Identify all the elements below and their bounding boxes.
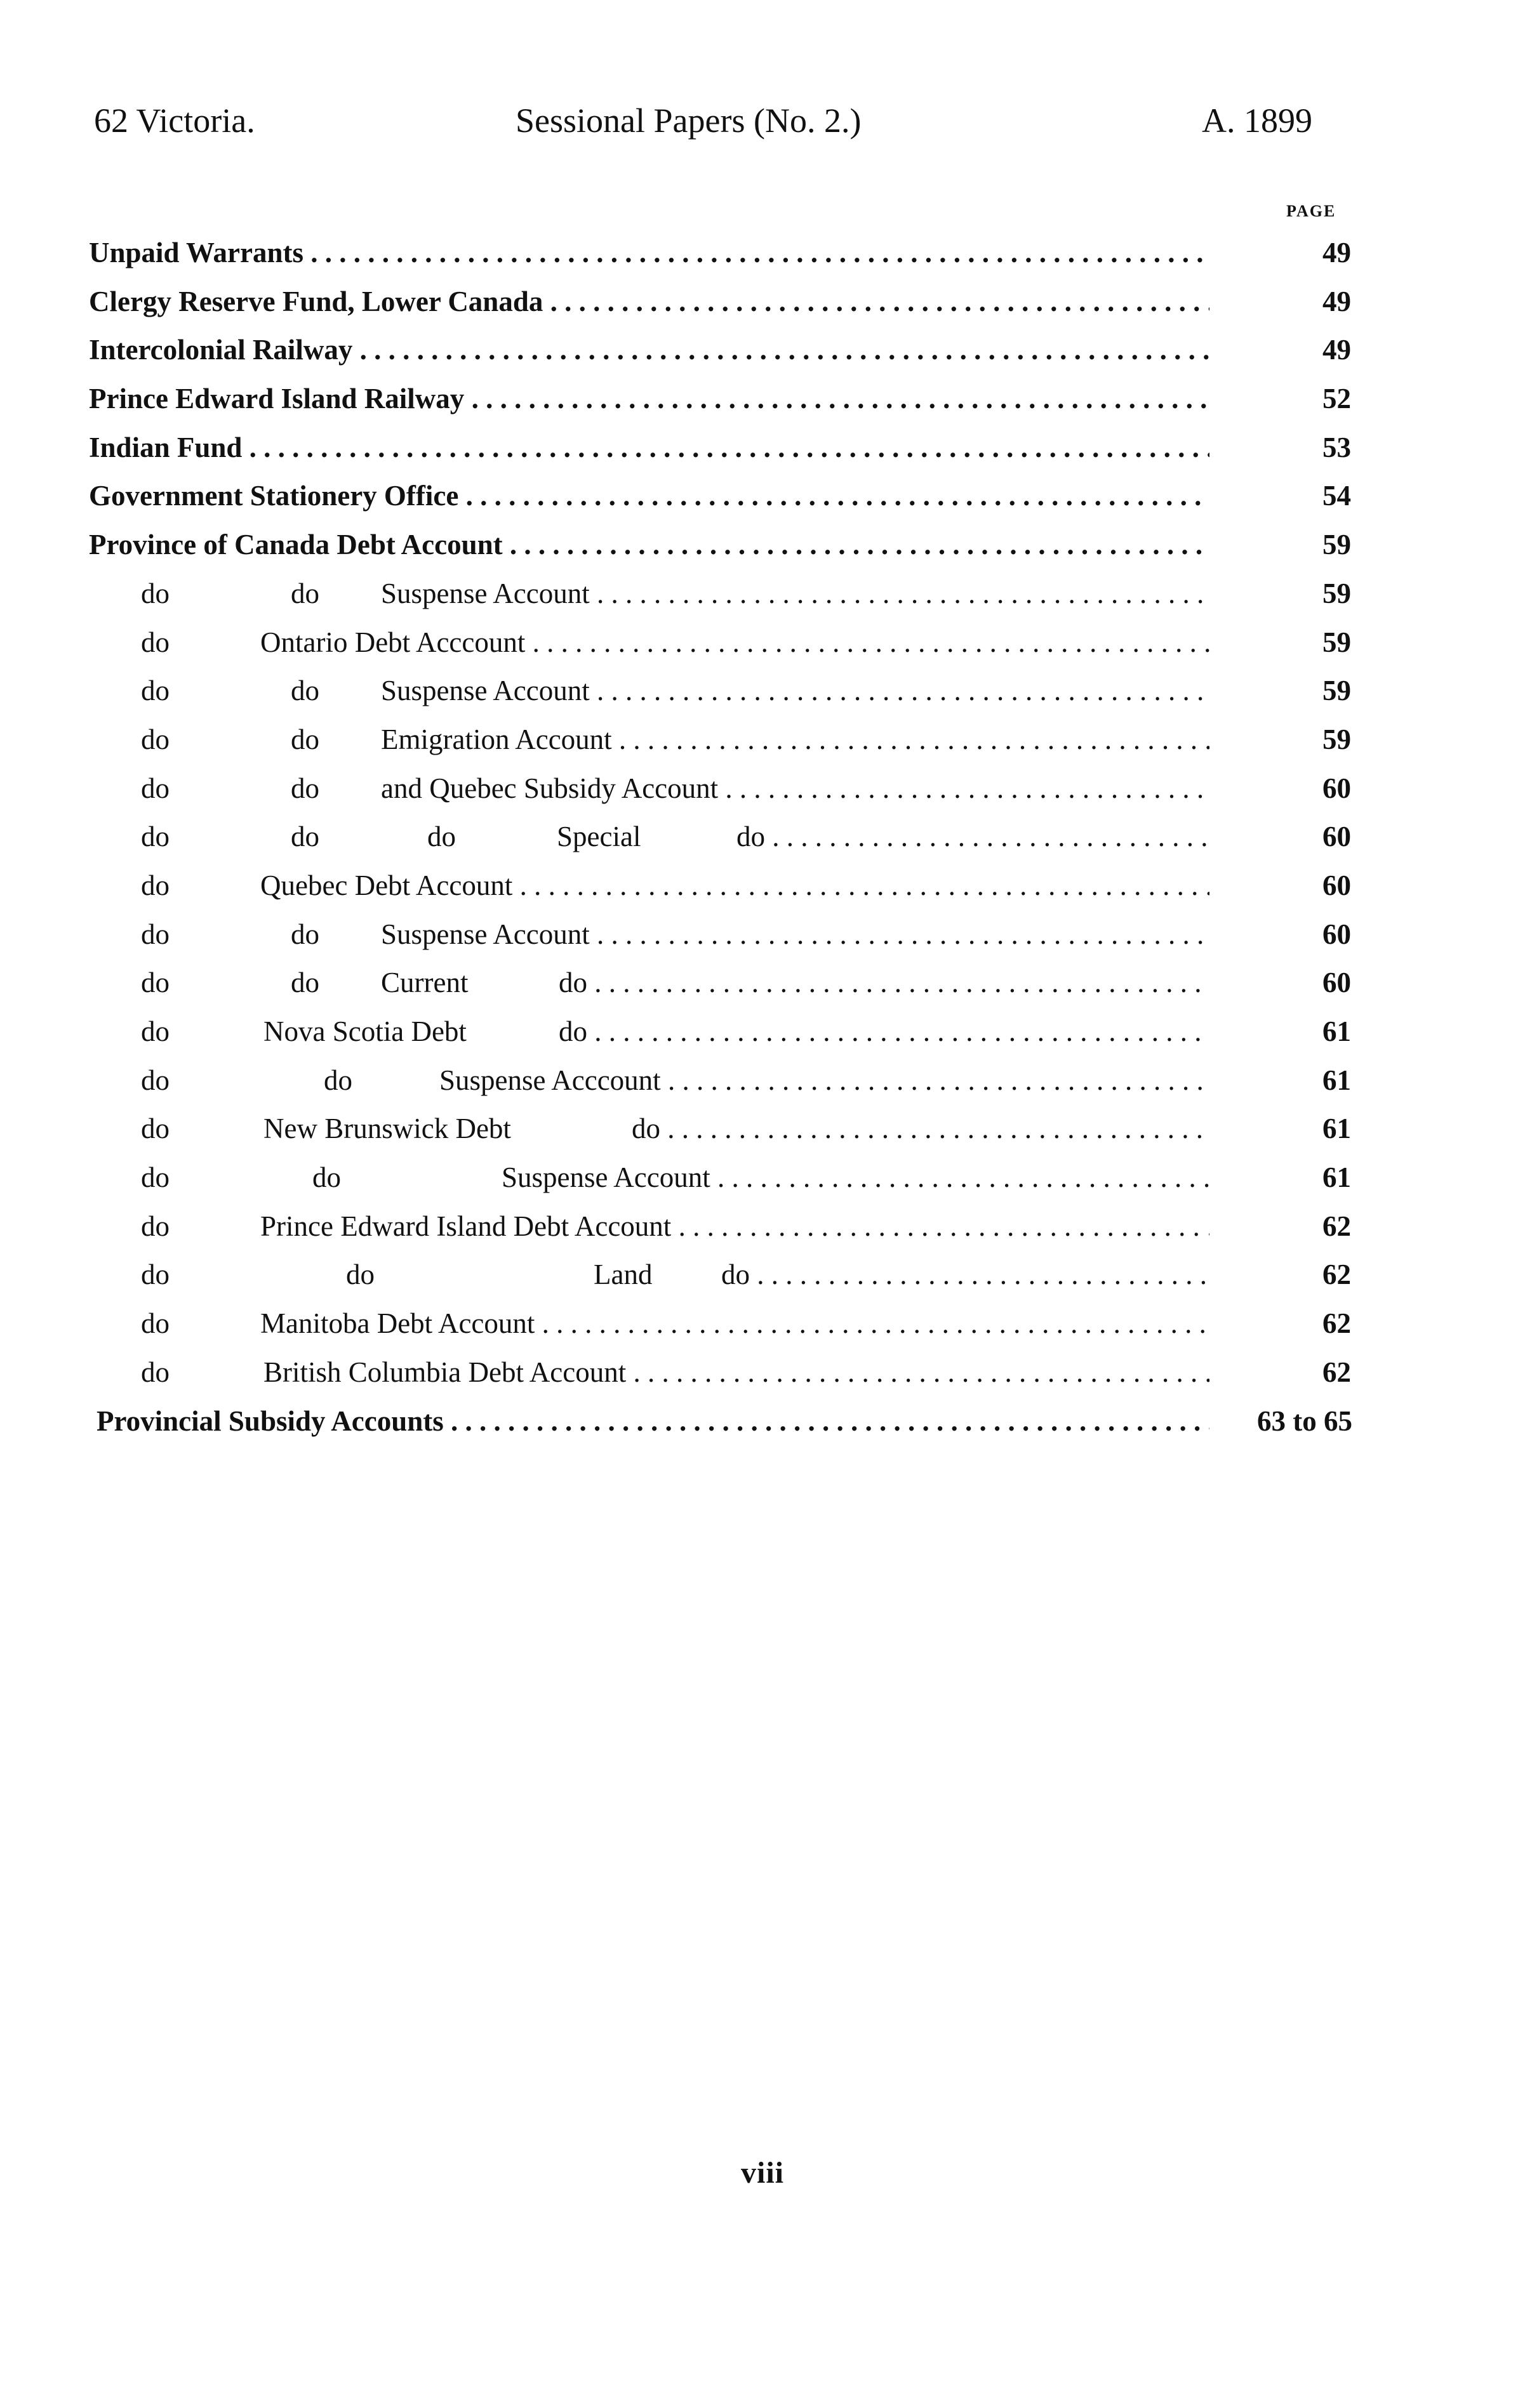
- ditto-mark: do: [141, 967, 170, 999]
- page-number: viii: [740, 2156, 784, 2190]
- toc-row: [0, 958, 1525, 1007]
- ditto-mark: do: [141, 869, 170, 901]
- toc-page-number: 61: [1322, 1113, 1351, 1145]
- toc-row: [0, 1153, 1525, 1202]
- toc-row: [0, 812, 1525, 861]
- toc-entry-segment: Prince Edward Island Debt Account . . .: [260, 1202, 1209, 1251]
- ditto-mark: do: [141, 772, 170, 804]
- toc-entry-segment: Suspense Account . . .: [381, 666, 1209, 715]
- toc-page-number: 52: [1322, 383, 1351, 415]
- toc-entry-segment: do: [346, 1259, 375, 1291]
- toc-row: [0, 764, 1525, 813]
- toc-row: [0, 1056, 1525, 1105]
- toc-entry-segment: do: [427, 821, 456, 853]
- toc-row: [0, 910, 1525, 959]
- toc-page-number: 49: [1322, 285, 1351, 317]
- toc-row: [0, 423, 1525, 472]
- toc-page-number: 49: [1322, 334, 1351, 366]
- toc-entry-segment: Special: [557, 821, 641, 853]
- toc-entry-segment: Land: [594, 1259, 653, 1291]
- toc-entry-segment: do: [291, 821, 319, 853]
- toc-page-number: 59: [1322, 577, 1351, 609]
- ditto-mark: do: [141, 821, 170, 853]
- toc-page-number: 60: [1322, 821, 1351, 853]
- ditto-mark: do: [141, 1259, 170, 1291]
- toc-entry-segment: Quebec Debt Account . . .: [260, 861, 1209, 910]
- toc-row: [0, 1250, 1525, 1299]
- toc-entry-segment: Emigration Account . . .: [381, 715, 1209, 764]
- toc-entry-title: Province of Canada Debt Account . . .: [89, 520, 1209, 569]
- toc-row: [0, 1299, 1525, 1348]
- toc-entry-segment: do: [312, 1161, 341, 1194]
- toc-row: [0, 277, 1525, 326]
- toc-row: [0, 618, 1525, 667]
- toc-row: [0, 1007, 1525, 1056]
- page-column-label: PAGE: [1286, 202, 1336, 220]
- toc-page-number: 63 to 65: [1257, 1405, 1352, 1437]
- toc-entry-segment: do: [291, 577, 319, 609]
- toc-row: [0, 1104, 1525, 1153]
- toc-row: [0, 1348, 1525, 1397]
- toc-entry-segment: Suspense Acccount . . .: [439, 1056, 1209, 1105]
- toc-entry-segment: Suspense Account . . .: [381, 569, 1209, 618]
- toc-page-number: 59: [1322, 675, 1351, 707]
- toc-entry-segment: do . . .: [559, 1007, 1209, 1056]
- toc-entry-segment: Ontario Debt Acccount . . .: [260, 618, 1209, 667]
- toc-entry-segment: New Brunswick Debt: [263, 1113, 511, 1145]
- toc-row: [0, 715, 1525, 764]
- toc-entry-title: Indian Fund . . .: [89, 423, 1209, 472]
- toc-row: [0, 569, 1525, 618]
- ditto-mark: do: [141, 1307, 170, 1340]
- toc-entry-segment: Suspense Account . . .: [381, 910, 1209, 959]
- ditto-mark: do: [141, 1356, 170, 1388]
- toc-entry-title: Government Stationery Office . . .: [89, 472, 1209, 520]
- toc-page-number: 54: [1322, 480, 1351, 512]
- toc-entry-segment: do: [291, 918, 319, 950]
- toc-page-number: 60: [1322, 967, 1351, 999]
- toc-row: [0, 1397, 1525, 1446]
- toc-entry-segment: do . . .: [721, 1250, 1209, 1299]
- header-title: Sessional Papers (No. 2.): [516, 102, 862, 140]
- toc-row: [0, 520, 1525, 569]
- toc-entry-segment: do . . .: [632, 1104, 1209, 1153]
- toc-entry-segment: Manitoba Debt Account . . .: [260, 1299, 1209, 1348]
- toc-page-number: 61: [1322, 1015, 1351, 1047]
- ditto-mark: do: [141, 1064, 170, 1096]
- toc-row: [0, 666, 1525, 715]
- toc-page-number: 59: [1322, 723, 1351, 755]
- toc-entry-segment: do: [291, 675, 319, 707]
- toc-entry-segment: do: [324, 1064, 352, 1096]
- ditto-mark: do: [141, 918, 170, 950]
- toc-entry-title: Provincial Subsidy Accounts . . .: [97, 1397, 1209, 1446]
- ditto-mark: do: [141, 626, 170, 658]
- ditto-mark: do: [141, 723, 170, 755]
- ditto-mark: do: [141, 1161, 170, 1194]
- header-session: 62 Victoria.: [94, 102, 255, 140]
- toc-entry-title: Clergy Reserve Fund, Lower Canada . . .: [89, 277, 1209, 326]
- running-header: [0, 95, 1525, 146]
- ditto-mark: do: [141, 577, 170, 609]
- toc-page-number: 62: [1322, 1307, 1351, 1340]
- toc-entry-title: Unpaid Warrants . . .: [89, 228, 1209, 277]
- toc-entry-segment: Nova Scotia Debt: [263, 1015, 467, 1047]
- toc-row: [0, 1202, 1525, 1251]
- ditto-mark: do: [141, 1113, 170, 1145]
- header-year: A. 1899: [1202, 102, 1312, 140]
- toc-entry-segment: Suspense Account . . .: [502, 1153, 1209, 1202]
- toc-row: [0, 472, 1525, 520]
- toc-page-number: 53: [1322, 431, 1351, 463]
- toc-entry-segment: do: [291, 967, 319, 999]
- toc-page-number: 60: [1322, 918, 1351, 950]
- toc-page-number: 59: [1322, 529, 1351, 561]
- toc-row: [0, 228, 1525, 277]
- toc-page-number: 60: [1322, 869, 1351, 901]
- toc-page-number: 62: [1322, 1356, 1351, 1388]
- toc-page-number: 60: [1322, 772, 1351, 804]
- toc-entry-segment: do . . .: [559, 958, 1209, 1007]
- toc-entry-title: Intercolonial Railway . . .: [89, 326, 1209, 374]
- ditto-mark: do: [141, 675, 170, 707]
- ditto-mark: do: [141, 1210, 170, 1242]
- toc-page-number: 61: [1322, 1161, 1351, 1194]
- ditto-mark: do: [141, 1015, 170, 1047]
- toc-row: [0, 861, 1525, 910]
- toc-entry-title: Prince Edward Island Railway . . .: [89, 374, 1209, 423]
- toc-page-number: 49: [1322, 237, 1351, 268]
- toc-entry-segment: do . . .: [736, 812, 1209, 861]
- toc-page-number: 59: [1322, 626, 1351, 658]
- toc-entry-segment: British Columbia Debt Account . . .: [263, 1348, 1209, 1397]
- toc-entry-segment: do: [291, 772, 319, 804]
- toc-page-number: 62: [1322, 1210, 1351, 1242]
- toc-row: [0, 326, 1525, 374]
- toc-entry-segment: Current: [381, 967, 469, 999]
- toc-entry-segment: do: [291, 723, 319, 755]
- toc-page-number: 62: [1322, 1259, 1351, 1291]
- toc-row: [0, 374, 1525, 423]
- table-of-contents: [0, 228, 1525, 1445]
- toc-page-number: 61: [1322, 1064, 1351, 1096]
- toc-entry-segment: and Quebec Subsidy Account . . .: [381, 764, 1209, 813]
